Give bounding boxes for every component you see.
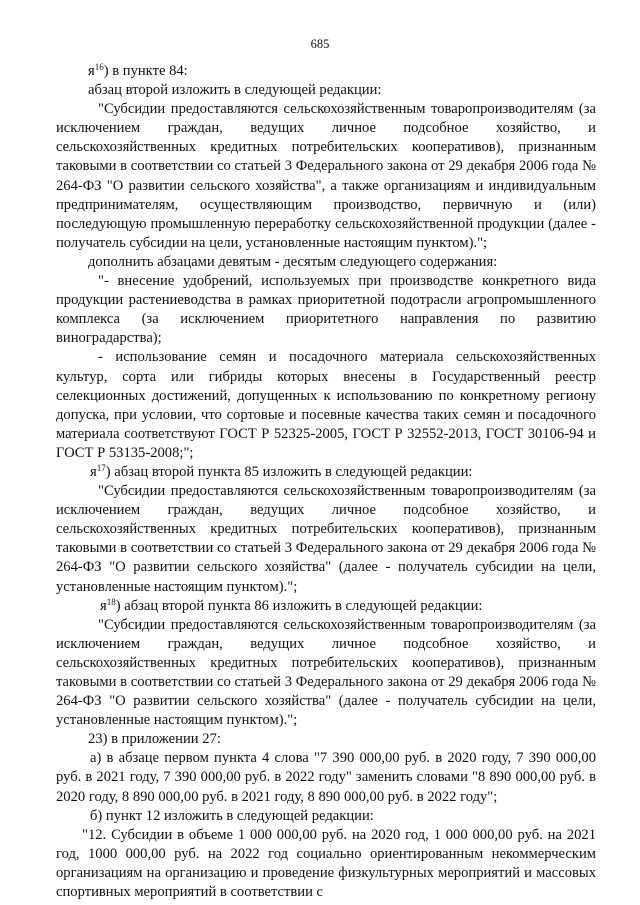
quoted-paragraph: "Субсидии предоставляются сельскохозяйственным товаропроизводителям (за исключением граждан, ведущих личное подсобное хозяйство, и сельскохозяйственных кредитных потребительских кооперативов), признанным таковыми в соответствии со статьей 3 Федерального закона от 29 декабря 2006 года № 264-ФЗ "О развитии сельского хозяйства" (далее - получатель субсидии на цели, установленные настоящим пунктом)."; (56, 616, 596, 729)
instruction-paragraph: абзац второй изложить в следующей редакции: (88, 82, 382, 99)
page-number: 685 (310, 37, 330, 51)
item-ya16-heading (56, 62, 596, 81)
item-superscript: 16 (94, 62, 104, 73)
item-marker: я (88, 63, 95, 79)
item-marker: я (100, 597, 107, 614)
subitem-b-paragraph: б) пункт 12 изложить в следующей редакции: (90, 807, 374, 824)
document-body (56, 62, 596, 902)
quoted-paragraph: "- внесение удобрений, используемых при производстве конкретного вида продукции растениеводства в рамках приоритетной подотрасли агропромышленного комплекса (за исключением приоритетного направления по развитию виноградарства); (56, 273, 596, 347)
item-ya18-heading (56, 597, 596, 616)
subitem-a-paragraph: а) в абзаце первом пункта 4 слова "7 390 000,00 руб. в 2020 году, 7 390 000,00 руб. в 2021 году, 7 390 000,00 руб. в 2022 году" заменить словами "8 890 000,00 руб. в 2020 году, 8 890 000,00 руб. в 2021 году, 8 890 000,00 руб. в 2022 году"; (56, 750, 596, 805)
item-ya17-heading (56, 463, 596, 482)
item-superscript: 18 (106, 596, 116, 607)
item-heading-text: ) абзац второй пункта 85 изложить в следующей редакции: (105, 463, 473, 480)
quoted-paragraph: - использование семян и посадочного материала сельскохозяйственных культур, сорта или гибриды которых внесены в Государственный реестр селекционных достижений, допущенных к использованию по конкретному региону допуска, при условии, что сортовые и посевные качества таких семян и посадочного материала соответствуют ГОСТ Р 52325-2005, ГОСТ Р 32552-2013, ГОСТ 30106-94 и ГОСТ Р 53135-2008;"; (56, 349, 596, 461)
item-heading-text: ) абзац второй пункта 86 изложить в следующей редакции: (115, 597, 483, 614)
instruction-paragraph: дополнить абзацами девятым - десятым следующего содержания: (88, 253, 498, 270)
item-heading-text: ) в пункте 84: (103, 63, 188, 79)
item-marker: я (90, 463, 97, 480)
quoted-paragraph: "Субсидии предоставляются сельскохозяйственным товаропроизводителям (за исключением граждан, ведущих личное подсобное хозяйство, и сельскохозяйственных кредитных потребительских кооперативов), признанным таковыми в соответствии со статьей 3 Федерального закона от 29 декабря 2006 года № 264-ФЗ "О развитии сельского хозяйства", а также организациям и индивидуальным предпринимателям, осуществляющим производство, первичную и (или) последующую промышленную переработку сельскохозяйственной продукции (далее - получатель субсидии на цели, установленные настоящим пунктом)."; (56, 101, 596, 251)
quoted-paragraph: "Субсидии предоставляются сельскохозяйственным товаропроизводителям (за исключением граждан, ведущих личное подсобное хозяйство, и сельскохозяйственных кредитных потребительских кооперативов), признанным таковыми в соответствии со статьей 3 Федерального закона от 29 декабря 2006 года № 264-ФЗ "О развитии сельского хозяйства" (далее - получатель субсидии на цели, установленные настоящим пунктом)."; (56, 483, 596, 595)
item-superscript: 17 (96, 463, 106, 474)
quoted-paragraph: "12. Субсидии в объеме 1 000 000,00 руб. на 2020 год, 1 000 000,00 руб. на 2021 год, 1000 000,00 руб. на 2022 год социально ориентированным некоммерческим организациям на организацию и проведение физкультурных мероприятий и массовых спортивных мероприятий в соответствии с (56, 826, 596, 901)
item-23-heading: 23) в приложении 27: (88, 731, 221, 748)
